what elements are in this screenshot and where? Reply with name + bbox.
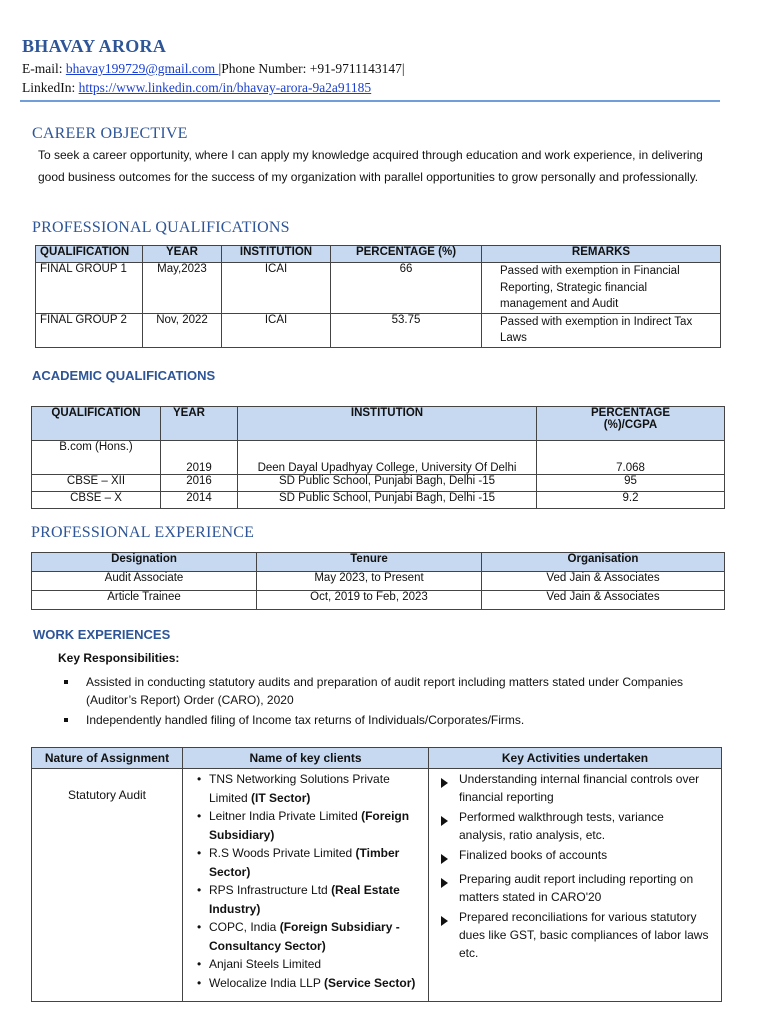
cell-institution: Deen Dayal Upadhyay College, University Of Delhi: [238, 441, 537, 475]
client-sector: (Real Estate Industry): [209, 883, 400, 916]
activity-text: Finalized books of accounts: [459, 848, 608, 862]
cell-percentage: 9.2: [537, 492, 725, 509]
client-name: Leitner India Private Limited: [209, 809, 358, 823]
dot-icon: •: [197, 957, 202, 971]
cell-tenure: Oct, 2019 to Feb, 2023: [257, 591, 482, 610]
cell-institution: SD Public School, Punjabi Bagh, Delhi -15: [238, 475, 537, 492]
career-objective-text: To seek a career opportunity, where I can apply my knowledge acquired through education and work experience, in delivering good business outcomes for the success of my organization with parallel opportunities to grow personally and professionally.: [38, 148, 703, 184]
cell-institution: SD Public School, Punjabi Bagh, Delhi -15: [238, 492, 537, 509]
client-name: Anjani Steels Limited: [209, 957, 322, 971]
col-qualification: QUALIFICATION: [36, 246, 143, 263]
arrow-icon: [441, 916, 448, 926]
professional-qualifications-table: [35, 245, 721, 348]
arrow-icon: [441, 816, 448, 826]
cell-qualification: CBSE – X: [32, 492, 161, 509]
linkedin-line: [22, 80, 371, 96]
activity-text: Preparing audit report including reporting on matters stated in CARO'20: [459, 872, 694, 904]
cell-designation: Audit Associate: [32, 572, 257, 591]
cell-remarks: Passed with exemption in Indirect Tax Laws: [482, 313, 721, 347]
cell-percentage: 66: [331, 263, 482, 314]
key-responsibilities-label: Key Responsibilities:: [58, 651, 180, 665]
client-sector: (Timber Sector): [209, 846, 400, 879]
bullet-icon: [64, 680, 68, 684]
col-year: YEAR: [161, 407, 238, 441]
academic-qualifications-heading: ACADEMIC QUALIFICATIONS: [32, 368, 216, 383]
cell-qualification: FINAL GROUP 1: [36, 263, 143, 314]
cell-year: 2016: [161, 475, 238, 492]
table-header-row: [32, 553, 725, 572]
dot-icon: •: [197, 975, 202, 990]
col-percentage: PERCENTAGE (%): [331, 246, 482, 263]
candidate-name: BHAVAY ARORA: [22, 36, 167, 56]
dot-icon: •: [197, 920, 202, 934]
cell-institution: ICAI: [222, 313, 331, 347]
cell-tenure: May 2023, to Present: [257, 572, 482, 591]
email-link[interactable]: bhavay199729@gmail.com: [65, 61, 219, 76]
academic-qualifications-table: [31, 406, 725, 509]
cell-year: Nov, 2022: [143, 313, 222, 347]
cell-qualification: CBSE – XII: [32, 475, 161, 492]
table-header-row: [32, 748, 722, 769]
cell-qualification: B.com (Hons.): [32, 441, 161, 475]
cell-clients: [183, 769, 429, 1002]
client-name: R.S Woods Private Limited: [209, 846, 353, 860]
col-organisation: Organisation: [482, 553, 725, 572]
linkedin-link[interactable]: https://www.linkedin.com/in/bhavay-arora-9a2a91185: [78, 80, 372, 95]
activity-item: [441, 908, 711, 962]
activity-item: [441, 846, 711, 868]
table-row: [32, 572, 725, 591]
client-item: [197, 807, 422, 844]
table-row: [32, 475, 725, 492]
table-row: [32, 441, 725, 475]
cell-percentage: 7.068: [537, 441, 725, 475]
client-item: [197, 770, 422, 807]
header-divider: [20, 100, 720, 102]
table-header-row: [32, 407, 725, 441]
cell-designation: Article Trainee: [32, 591, 257, 610]
professional-experience-table: [31, 552, 725, 610]
col-designation: Designation: [32, 553, 257, 572]
dot-icon: •: [197, 772, 202, 786]
cell-institution: ICAI: [222, 263, 331, 314]
cell-activities: [429, 769, 722, 1002]
phone-text: |Phone Number: +91-9711143147|: [218, 61, 405, 76]
client-item: [197, 881, 422, 918]
client-sector: (Foreign Subsidiary - Consultancy Sector): [209, 920, 400, 953]
col-institution: INSTITUTION: [222, 246, 331, 263]
cell-percentage: 53.75: [331, 313, 482, 347]
activity-item: [441, 870, 711, 906]
dot-icon: •: [197, 883, 202, 897]
client-item: [197, 918, 422, 955]
work-experiences-heading: WORK EXPERIENCES: [33, 627, 171, 642]
client-item: [197, 955, 422, 974]
activity-text: Understanding internal financial controls over financial reporting: [459, 772, 700, 804]
responsibility-item: [64, 673, 684, 709]
cell-remarks: Passed with exemption in Financial Reporting, Strategic financial management and Audit: [482, 263, 721, 314]
activity-text: Performed walkthrough tests, variance analysis, ratio analysis, etc.: [459, 810, 664, 842]
table-row: [32, 492, 725, 509]
col-percentage: PERCENTAGE (%)/CGPA: [537, 407, 725, 441]
arrow-icon: [441, 878, 448, 888]
cell-organisation: Ved Jain & Associates: [482, 572, 725, 591]
col-tenure: Tenure: [257, 553, 482, 572]
responsibility-text: Assisted in conducting statutory audits and preparation of audit report including matters stated under Companies (Auditor’s Report) Order (CARO), 2020: [86, 675, 684, 707]
client-item: [197, 974, 422, 993]
dot-icon: •: [197, 846, 202, 860]
col-nature: Nature of Assignment: [32, 748, 183, 769]
arrow-icon: [441, 854, 448, 864]
work-assignments-table: [31, 747, 722, 1002]
table-row: [36, 313, 721, 347]
table-row: [32, 769, 722, 1002]
client-sector: (Service Sector): [323, 975, 416, 990]
client-name: TNS Networking Solutions Private Limited: [209, 772, 390, 805]
client-item: [197, 844, 422, 881]
activity-text: Prepared reconciliations for various statutory dues like GST, basic compliances of labor laws etc.: [459, 910, 709, 960]
col-activities: Key Activities undertaken: [429, 748, 722, 769]
email-label: E-mail:: [22, 61, 66, 76]
cell-percentage: 95: [537, 475, 725, 492]
client-name: COPC, India: [209, 920, 277, 934]
professional-qualifications-heading: PROFESSIONAL QUALIFICATIONS: [32, 219, 290, 236]
col-year: YEAR: [143, 246, 222, 263]
table-row: [36, 263, 721, 314]
client-name: Welocalize India LLP: [209, 975, 321, 990]
arrow-icon: [441, 778, 448, 788]
professional-experience-heading: PROFESSIONAL EXPERIENCE: [31, 524, 255, 541]
bullet-icon: [64, 718, 68, 722]
cell-year: 2014: [161, 492, 238, 509]
cell-qualification: FINAL GROUP 2: [36, 313, 143, 347]
client-sector: (IT Sector): [251, 790, 311, 805]
activity-item: [441, 808, 711, 844]
linkedin-label: LinkedIn:: [22, 80, 79, 95]
col-remarks: REMARKS: [482, 246, 721, 263]
activity-item: [441, 770, 711, 806]
dot-icon: •: [197, 809, 202, 823]
table-row: [32, 591, 725, 610]
col-institution: INSTITUTION: [238, 407, 537, 441]
responsibility-item: [64, 711, 684, 729]
career-objective-heading: CAREER OBJECTIVE: [32, 125, 188, 142]
cell-assignment: Statutory Audit: [32, 769, 183, 1002]
col-qualification: QUALIFICATION: [32, 407, 161, 441]
client-name: RPS Infrastructure Ltd: [209, 883, 328, 897]
responsibility-text: Independently handled filing of Income tax returns of Individuals/Corporates/Firms.: [86, 713, 525, 727]
cell-year: 2019: [161, 441, 238, 475]
table-header-row: [36, 246, 721, 263]
col-clients: Name of key clients: [183, 748, 429, 769]
cell-year: May,2023: [143, 263, 222, 314]
cell-organisation: Ved Jain & Associates: [482, 591, 725, 610]
contact-line: [22, 61, 405, 77]
client-sector: (Foreign Subsidiary): [209, 809, 410, 842]
